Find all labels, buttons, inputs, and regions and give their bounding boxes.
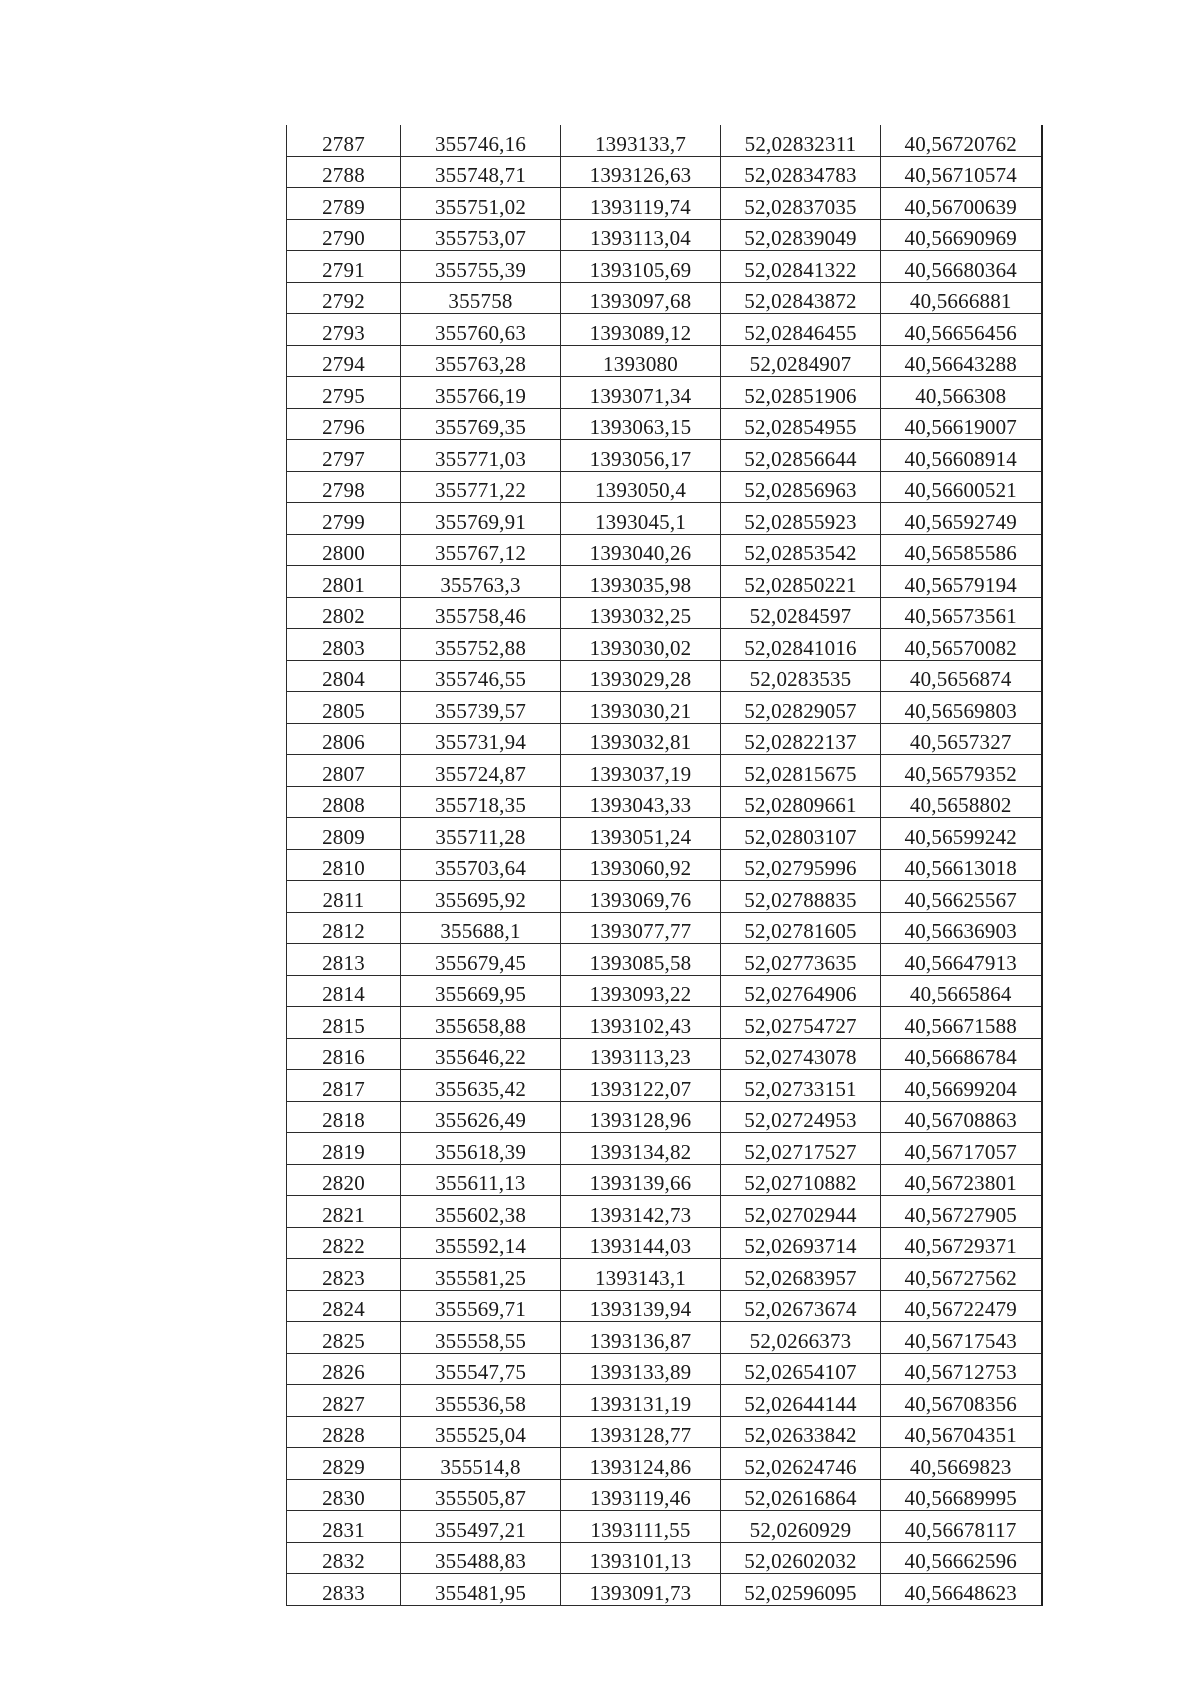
y-coordinate-cell: 1393085,58 — [561, 944, 721, 976]
table-row — [287, 629, 1042, 661]
y-coordinate-cell: 1393128,96 — [561, 1101, 721, 1133]
longitude-cell: 40,56710574 — [881, 156, 1042, 188]
latitude-cell: 52,02815675 — [721, 755, 881, 787]
longitude-cell: 40,56619007 — [881, 408, 1042, 440]
point-number-cell: 2791 — [287, 251, 401, 283]
latitude-cell: 52,02846455 — [721, 314, 881, 346]
table-row — [287, 1416, 1042, 1448]
point-number-cell: 2830 — [287, 1479, 401, 1511]
longitude-cell: 40,56599242 — [881, 818, 1042, 850]
point-number-cell: 2799 — [287, 503, 401, 535]
x-coordinate-cell: 355505,87 — [401, 1479, 561, 1511]
table-row — [287, 1259, 1042, 1291]
latitude-cell: 52,02856963 — [721, 471, 881, 503]
y-coordinate-cell: 1393136,87 — [561, 1322, 721, 1354]
x-coordinate-cell: 355525,04 — [401, 1416, 561, 1448]
longitude-cell: 40,5657327 — [881, 723, 1042, 755]
x-coordinate-cell: 355746,55 — [401, 660, 561, 692]
latitude-cell: 52,02654107 — [721, 1353, 881, 1385]
x-coordinate-cell: 355488,83 — [401, 1542, 561, 1574]
table-row — [287, 1196, 1042, 1228]
table-row — [287, 534, 1042, 566]
latitude-cell: 52,02764906 — [721, 975, 881, 1007]
longitude-cell: 40,56680364 — [881, 251, 1042, 283]
latitude-cell: 52,02834783 — [721, 156, 881, 188]
table-row — [287, 440, 1042, 472]
y-coordinate-cell: 1393139,66 — [561, 1164, 721, 1196]
longitude-cell: 40,56727562 — [881, 1259, 1042, 1291]
x-coordinate-cell: 355536,58 — [401, 1385, 561, 1417]
table-row — [287, 881, 1042, 913]
longitude-cell: 40,56579194 — [881, 566, 1042, 598]
longitude-cell: 40,56708863 — [881, 1101, 1042, 1133]
latitude-cell: 52,02843872 — [721, 282, 881, 314]
longitude-cell: 40,56727905 — [881, 1196, 1042, 1228]
latitude-cell: 52,0284597 — [721, 597, 881, 629]
table-row — [287, 1007, 1042, 1039]
x-coordinate-cell: 355755,39 — [401, 251, 561, 283]
longitude-cell: 40,56717543 — [881, 1322, 1042, 1354]
table-row — [287, 723, 1042, 755]
latitude-cell: 52,02841016 — [721, 629, 881, 661]
table-row — [287, 1448, 1042, 1480]
point-number-cell: 2795 — [287, 377, 401, 409]
point-number-cell: 2802 — [287, 597, 401, 629]
point-number-cell: 2794 — [287, 345, 401, 377]
point-number-cell: 2796 — [287, 408, 401, 440]
table-row — [287, 377, 1042, 409]
latitude-cell: 52,02754727 — [721, 1007, 881, 1039]
x-coordinate-cell: 355514,8 — [401, 1448, 561, 1480]
longitude-cell: 40,56690969 — [881, 219, 1042, 251]
x-coordinate-cell: 355592,14 — [401, 1227, 561, 1259]
table-row — [287, 1574, 1042, 1606]
table-row — [287, 566, 1042, 598]
point-number-cell: 2826 — [287, 1353, 401, 1385]
longitude-cell: 40,56570082 — [881, 629, 1042, 661]
table-row — [287, 975, 1042, 1007]
latitude-cell: 52,02773635 — [721, 944, 881, 976]
table-row — [287, 692, 1042, 724]
x-coordinate-cell: 355679,45 — [401, 944, 561, 976]
x-coordinate-cell: 355752,88 — [401, 629, 561, 661]
table-row — [287, 912, 1042, 944]
point-number-cell: 2790 — [287, 219, 401, 251]
x-coordinate-cell: 355758 — [401, 282, 561, 314]
table-row — [287, 786, 1042, 818]
latitude-cell: 52,02743078 — [721, 1038, 881, 1070]
longitude-cell: 40,56647913 — [881, 944, 1042, 976]
point-number-cell: 2824 — [287, 1290, 401, 1322]
longitude-cell: 40,56569803 — [881, 692, 1042, 724]
point-number-cell: 2803 — [287, 629, 401, 661]
longitude-cell: 40,56686784 — [881, 1038, 1042, 1070]
point-number-cell: 2789 — [287, 188, 401, 220]
x-coordinate-cell: 355771,22 — [401, 471, 561, 503]
latitude-cell: 52,02822137 — [721, 723, 881, 755]
x-coordinate-cell: 355763,28 — [401, 345, 561, 377]
latitude-cell: 52,02673674 — [721, 1290, 881, 1322]
x-coordinate-cell: 355731,94 — [401, 723, 561, 755]
x-coordinate-cell: 355746,16 — [401, 125, 561, 156]
longitude-cell: 40,5666881 — [881, 282, 1042, 314]
longitude-cell: 40,56722479 — [881, 1290, 1042, 1322]
x-coordinate-cell: 355646,22 — [401, 1038, 561, 1070]
latitude-cell: 52,02624746 — [721, 1448, 881, 1480]
longitude-cell: 40,56712753 — [881, 1353, 1042, 1385]
longitude-cell: 40,56579352 — [881, 755, 1042, 787]
table-row — [287, 660, 1042, 692]
x-coordinate-cell: 355695,92 — [401, 881, 561, 913]
point-number-cell: 2792 — [287, 282, 401, 314]
y-coordinate-cell: 1393134,82 — [561, 1133, 721, 1165]
latitude-cell: 52,02717527 — [721, 1133, 881, 1165]
point-number-cell: 2797 — [287, 440, 401, 472]
table-row — [287, 1479, 1042, 1511]
table-row — [287, 1133, 1042, 1165]
y-coordinate-cell: 1393037,19 — [561, 755, 721, 787]
table-row — [287, 597, 1042, 629]
x-coordinate-cell: 355760,63 — [401, 314, 561, 346]
y-coordinate-cell: 1393119,46 — [561, 1479, 721, 1511]
longitude-cell: 40,56573561 — [881, 597, 1042, 629]
point-number-cell: 2821 — [287, 1196, 401, 1228]
x-coordinate-cell: 355688,1 — [401, 912, 561, 944]
x-coordinate-cell: 355669,95 — [401, 975, 561, 1007]
latitude-cell: 52,02803107 — [721, 818, 881, 850]
point-number-cell: 2832 — [287, 1542, 401, 1574]
x-coordinate-cell: 355718,35 — [401, 786, 561, 818]
latitude-cell: 52,02644144 — [721, 1385, 881, 1417]
table-row — [287, 188, 1042, 220]
point-number-cell: 2829 — [287, 1448, 401, 1480]
latitude-cell: 52,0283535 — [721, 660, 881, 692]
y-coordinate-cell: 1393105,69 — [561, 251, 721, 283]
longitude-cell: 40,56689995 — [881, 1479, 1042, 1511]
latitude-cell: 52,02733151 — [721, 1070, 881, 1102]
latitude-cell: 52,02853542 — [721, 534, 881, 566]
y-coordinate-cell: 1393051,24 — [561, 818, 721, 850]
latitude-cell: 52,02702944 — [721, 1196, 881, 1228]
y-coordinate-cell: 1393119,74 — [561, 188, 721, 220]
x-coordinate-cell: 355769,35 — [401, 408, 561, 440]
latitude-cell: 52,02809661 — [721, 786, 881, 818]
latitude-cell: 52,0266373 — [721, 1322, 881, 1354]
point-number-cell: 2822 — [287, 1227, 401, 1259]
longitude-cell: 40,5658802 — [881, 786, 1042, 818]
point-number-cell: 2812 — [287, 912, 401, 944]
y-coordinate-cell: 1393060,92 — [561, 849, 721, 881]
y-coordinate-cell: 1393113,04 — [561, 219, 721, 251]
y-coordinate-cell: 1393043,33 — [561, 786, 721, 818]
x-coordinate-cell: 355481,95 — [401, 1574, 561, 1606]
coordinates-table-body — [287, 125, 1042, 1605]
table-row — [287, 314, 1042, 346]
y-coordinate-cell: 1393111,55 — [561, 1511, 721, 1543]
y-coordinate-cell: 1393035,98 — [561, 566, 721, 598]
x-coordinate-cell: 355763,3 — [401, 566, 561, 598]
table-row — [287, 408, 1042, 440]
longitude-cell: 40,56585586 — [881, 534, 1042, 566]
x-coordinate-cell: 355658,88 — [401, 1007, 561, 1039]
y-coordinate-cell: 1393056,17 — [561, 440, 721, 472]
y-coordinate-cell: 1393032,25 — [561, 597, 721, 629]
x-coordinate-cell: 355558,55 — [401, 1322, 561, 1354]
latitude-cell: 52,02795996 — [721, 849, 881, 881]
y-coordinate-cell: 1393032,81 — [561, 723, 721, 755]
y-coordinate-cell: 1393131,19 — [561, 1385, 721, 1417]
y-coordinate-cell: 1393097,68 — [561, 282, 721, 314]
longitude-cell: 40,56699204 — [881, 1070, 1042, 1102]
x-coordinate-cell: 355602,38 — [401, 1196, 561, 1228]
longitude-cell: 40,5665864 — [881, 975, 1042, 1007]
table-row — [287, 944, 1042, 976]
longitude-cell: 40,56678117 — [881, 1511, 1042, 1543]
point-number-cell: 2819 — [287, 1133, 401, 1165]
point-number-cell: 2798 — [287, 471, 401, 503]
table-row — [287, 1227, 1042, 1259]
latitude-cell: 52,02781605 — [721, 912, 881, 944]
x-coordinate-cell: 355766,19 — [401, 377, 561, 409]
longitude-cell: 40,56600521 — [881, 471, 1042, 503]
longitude-cell: 40,5656874 — [881, 660, 1042, 692]
latitude-cell: 52,02788835 — [721, 881, 881, 913]
longitude-cell: 40,56717057 — [881, 1133, 1042, 1165]
y-coordinate-cell: 1393102,43 — [561, 1007, 721, 1039]
longitude-cell: 40,56704351 — [881, 1416, 1042, 1448]
point-number-cell: 2813 — [287, 944, 401, 976]
x-coordinate-cell: 355748,71 — [401, 156, 561, 188]
y-coordinate-cell: 1393077,77 — [561, 912, 721, 944]
x-coordinate-cell: 355611,13 — [401, 1164, 561, 1196]
point-number-cell: 2809 — [287, 818, 401, 850]
latitude-cell: 52,02829057 — [721, 692, 881, 724]
longitude-cell: 40,56723801 — [881, 1164, 1042, 1196]
latitude-cell: 52,02616864 — [721, 1479, 881, 1511]
table-row — [287, 1385, 1042, 1417]
latitude-cell: 52,02855923 — [721, 503, 881, 535]
point-number-cell: 2810 — [287, 849, 401, 881]
y-coordinate-cell: 1393069,76 — [561, 881, 721, 913]
longitude-cell: 40,56656456 — [881, 314, 1042, 346]
table-row — [287, 755, 1042, 787]
point-number-cell: 2811 — [287, 881, 401, 913]
x-coordinate-cell: 355711,28 — [401, 818, 561, 850]
longitude-cell: 40,56636903 — [881, 912, 1042, 944]
latitude-cell: 52,02837035 — [721, 188, 881, 220]
x-coordinate-cell: 355626,49 — [401, 1101, 561, 1133]
table-row — [287, 1542, 1042, 1574]
longitude-cell: 40,56592749 — [881, 503, 1042, 535]
latitude-cell: 52,02724953 — [721, 1101, 881, 1133]
latitude-cell: 52,02850221 — [721, 566, 881, 598]
table-row — [287, 1353, 1042, 1385]
y-coordinate-cell: 1393045,1 — [561, 503, 721, 535]
point-number-cell: 2808 — [287, 786, 401, 818]
table-row — [287, 219, 1042, 251]
longitude-cell: 40,56643288 — [881, 345, 1042, 377]
y-coordinate-cell: 1393126,63 — [561, 156, 721, 188]
point-number-cell: 2823 — [287, 1259, 401, 1291]
table-row — [287, 1511, 1042, 1543]
y-coordinate-cell: 1393113,23 — [561, 1038, 721, 1070]
point-number-cell: 2828 — [287, 1416, 401, 1448]
table-row — [287, 1070, 1042, 1102]
point-number-cell: 2801 — [287, 566, 401, 598]
longitude-cell: 40,56729371 — [881, 1227, 1042, 1259]
latitude-cell: 52,0284907 — [721, 345, 881, 377]
latitude-cell: 52,0260929 — [721, 1511, 881, 1543]
table-row — [287, 849, 1042, 881]
point-number-cell: 2816 — [287, 1038, 401, 1070]
x-coordinate-cell: 355547,75 — [401, 1353, 561, 1385]
y-coordinate-cell: 1393071,34 — [561, 377, 721, 409]
y-coordinate-cell: 1393080 — [561, 345, 721, 377]
longitude-cell: 40,56708356 — [881, 1385, 1042, 1417]
y-coordinate-cell: 1393030,21 — [561, 692, 721, 724]
table-row — [287, 471, 1042, 503]
point-number-cell: 2825 — [287, 1322, 401, 1354]
x-coordinate-cell: 355724,87 — [401, 755, 561, 787]
table-row — [287, 345, 1042, 377]
x-coordinate-cell: 355581,25 — [401, 1259, 561, 1291]
table-row — [287, 1322, 1042, 1354]
latitude-cell: 52,02856644 — [721, 440, 881, 472]
latitude-cell: 52,02693714 — [721, 1227, 881, 1259]
longitude-cell: 40,56625567 — [881, 881, 1042, 913]
x-coordinate-cell: 355703,64 — [401, 849, 561, 881]
y-coordinate-cell: 1393091,73 — [561, 1574, 721, 1606]
latitude-cell: 52,02851906 — [721, 377, 881, 409]
latitude-cell: 52,02710882 — [721, 1164, 881, 1196]
longitude-cell: 40,56662596 — [881, 1542, 1042, 1574]
y-coordinate-cell: 1393050,4 — [561, 471, 721, 503]
x-coordinate-cell: 355618,39 — [401, 1133, 561, 1165]
latitude-cell: 52,02832311 — [721, 125, 881, 156]
latitude-cell: 52,02841322 — [721, 251, 881, 283]
y-coordinate-cell: 1393063,15 — [561, 408, 721, 440]
longitude-cell: 40,56648623 — [881, 1574, 1042, 1606]
point-number-cell: 2807 — [287, 755, 401, 787]
latitude-cell: 52,02839049 — [721, 219, 881, 251]
latitude-cell: 52,02854955 — [721, 408, 881, 440]
point-number-cell: 2787 — [287, 125, 401, 156]
table-row — [287, 125, 1042, 156]
table-row — [287, 156, 1042, 188]
latitude-cell: 52,02633842 — [721, 1416, 881, 1448]
x-coordinate-cell: 355635,42 — [401, 1070, 561, 1102]
y-coordinate-cell: 1393142,73 — [561, 1196, 721, 1228]
point-number-cell: 2820 — [287, 1164, 401, 1196]
x-coordinate-cell: 355767,12 — [401, 534, 561, 566]
y-coordinate-cell: 1393144,03 — [561, 1227, 721, 1259]
y-coordinate-cell: 1393089,12 — [561, 314, 721, 346]
x-coordinate-cell: 355753,07 — [401, 219, 561, 251]
y-coordinate-cell: 1393128,77 — [561, 1416, 721, 1448]
point-number-cell: 2827 — [287, 1385, 401, 1417]
longitude-cell: 40,56700639 — [881, 188, 1042, 220]
table-row — [287, 503, 1042, 535]
latitude-cell: 52,02683957 — [721, 1259, 881, 1291]
point-number-cell: 2815 — [287, 1007, 401, 1039]
point-number-cell: 2818 — [287, 1101, 401, 1133]
table-row — [287, 1038, 1042, 1070]
y-coordinate-cell: 1393124,86 — [561, 1448, 721, 1480]
point-number-cell: 2817 — [287, 1070, 401, 1102]
table-row — [287, 818, 1042, 850]
point-number-cell: 2800 — [287, 534, 401, 566]
y-coordinate-cell: 1393133,7 — [561, 125, 721, 156]
table-row — [287, 1164, 1042, 1196]
longitude-cell: 40,566308 — [881, 377, 1042, 409]
y-coordinate-cell: 1393139,94 — [561, 1290, 721, 1322]
longitude-cell: 40,56671588 — [881, 1007, 1042, 1039]
y-coordinate-cell: 1393143,1 — [561, 1259, 721, 1291]
y-coordinate-cell: 1393030,02 — [561, 629, 721, 661]
point-number-cell: 2833 — [287, 1574, 401, 1606]
point-number-cell: 2805 — [287, 692, 401, 724]
point-number-cell: 2814 — [287, 975, 401, 1007]
x-coordinate-cell: 355569,71 — [401, 1290, 561, 1322]
y-coordinate-cell: 1393133,89 — [561, 1353, 721, 1385]
coordinates-table — [286, 125, 1043, 1606]
x-coordinate-cell: 355771,03 — [401, 440, 561, 472]
y-coordinate-cell: 1393101,13 — [561, 1542, 721, 1574]
x-coordinate-cell: 355769,91 — [401, 503, 561, 535]
point-number-cell: 2788 — [287, 156, 401, 188]
longitude-cell: 40,56613018 — [881, 849, 1042, 881]
table-row — [287, 1290, 1042, 1322]
table-row — [287, 1101, 1042, 1133]
y-coordinate-cell: 1393122,07 — [561, 1070, 721, 1102]
latitude-cell: 52,02596095 — [721, 1574, 881, 1606]
point-number-cell: 2804 — [287, 660, 401, 692]
point-number-cell: 2806 — [287, 723, 401, 755]
point-number-cell: 2793 — [287, 314, 401, 346]
y-coordinate-cell: 1393093,22 — [561, 975, 721, 1007]
y-coordinate-cell: 1393029,28 — [561, 660, 721, 692]
x-coordinate-cell: 355739,57 — [401, 692, 561, 724]
longitude-cell: 40,56608914 — [881, 440, 1042, 472]
table-row — [287, 251, 1042, 283]
point-number-cell: 2831 — [287, 1511, 401, 1543]
longitude-cell: 40,56720762 — [881, 125, 1042, 156]
longitude-cell: 40,5669823 — [881, 1448, 1042, 1480]
x-coordinate-cell: 355751,02 — [401, 188, 561, 220]
y-coordinate-cell: 1393040,26 — [561, 534, 721, 566]
x-coordinate-cell: 355497,21 — [401, 1511, 561, 1543]
latitude-cell: 52,02602032 — [721, 1542, 881, 1574]
table-row — [287, 282, 1042, 314]
x-coordinate-cell: 355758,46 — [401, 597, 561, 629]
